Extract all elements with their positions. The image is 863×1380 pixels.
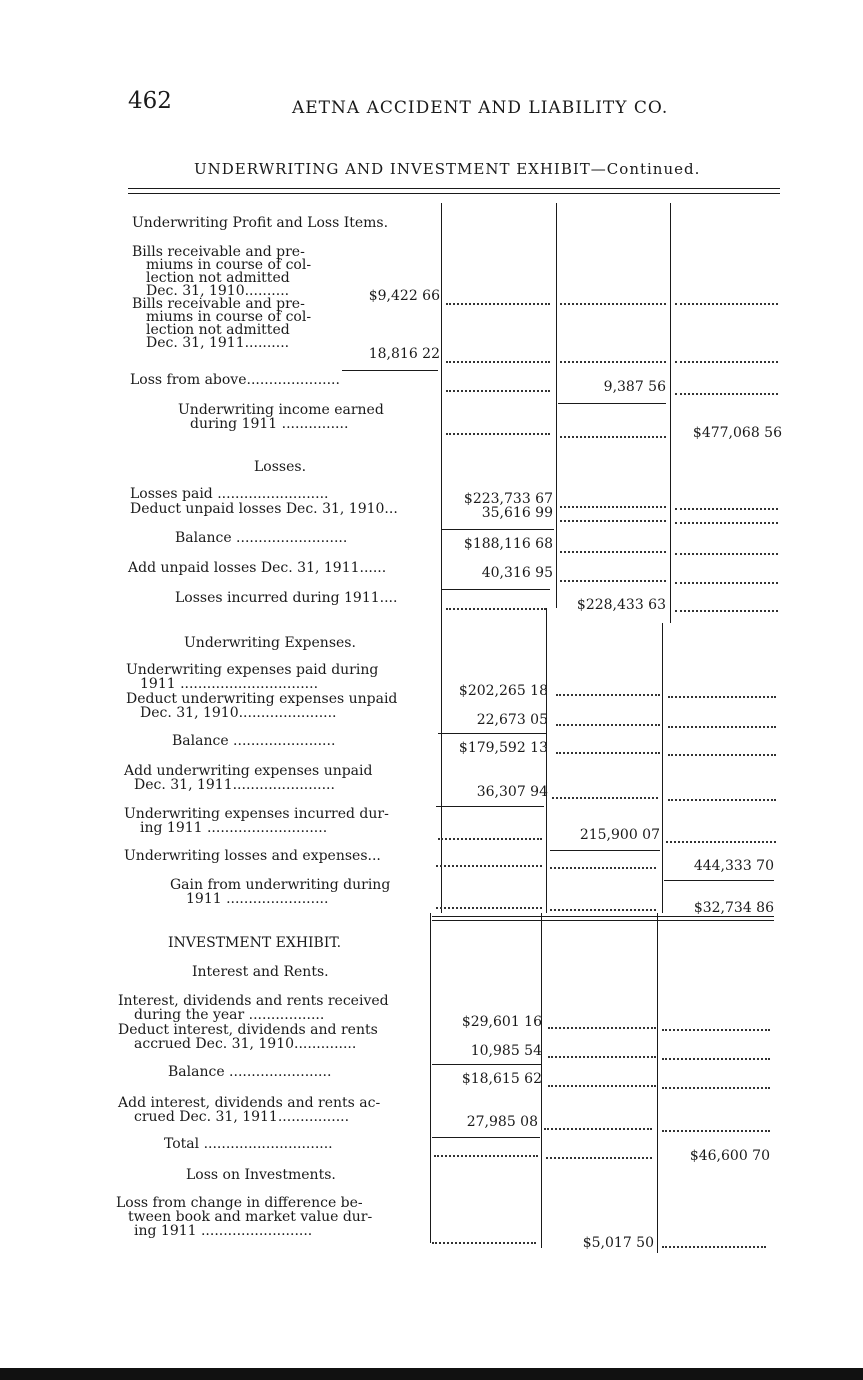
add-expenses-amount: 36,307 94 xyxy=(476,784,548,800)
loss-from-above-amount: 9,387 56 xyxy=(603,379,666,395)
losses-balance-label: Balance ......................... xyxy=(175,530,348,546)
top-double-rule-lower xyxy=(128,193,780,194)
expenses-incurred-amount: 215,900 07 xyxy=(579,827,660,843)
sum-rule xyxy=(550,850,660,851)
leader-dots xyxy=(675,361,778,363)
add-unpaid-losses-label: Add unpaid losses Dec. 31, 1911...... xyxy=(128,560,387,576)
bills-1910-line-4: Dec. 31, 1910.......... xyxy=(146,283,290,299)
leader-dots xyxy=(556,694,660,696)
leader-dots xyxy=(668,799,776,801)
underwriting-expenses-heading: Underwriting Expenses. xyxy=(184,635,356,651)
bills-1911-line-3: lection not admitted xyxy=(146,322,290,338)
leader-dots xyxy=(552,797,658,799)
interest-rents-heading: Interest and Rents. xyxy=(192,964,329,980)
leader-dots xyxy=(436,865,542,867)
interest-balance-label: Balance ....................... xyxy=(168,1064,332,1080)
leader-dots xyxy=(675,508,778,510)
deduct-interest-amount: 10,985 54 xyxy=(470,1043,542,1059)
bills-1910-line-2: miums in course of col- xyxy=(146,257,312,273)
scan-bottom-edge xyxy=(0,1368,863,1380)
leader-dots xyxy=(662,1087,770,1089)
sum-rule xyxy=(558,403,666,404)
bills-1911-line-2: miums in course of col- xyxy=(146,309,312,325)
losses-expenses-label: Underwriting losses and expenses... xyxy=(124,848,381,864)
loss-from-above-label: Loss from above..................... xyxy=(130,372,340,388)
gain-line-1: Gain from underwriting during xyxy=(170,877,391,893)
gain-amount: $32,734 86 xyxy=(693,900,774,916)
investment-exhibit-heading: INVESTMENT EXHIBIT. xyxy=(168,935,342,951)
income-earned-amount: $477,068 56 xyxy=(692,425,782,441)
loss-change-line-1: Loss from change in difference be- xyxy=(116,1195,363,1211)
add-expenses-line-2: Dec. 31, 1911....................... xyxy=(134,777,335,793)
loss-on-investments-heading: Loss on Investments. xyxy=(186,1167,336,1183)
losses-incurred-label: Losses incurred during 1911.... xyxy=(175,590,398,606)
loss-change-amount: $5,017 50 xyxy=(582,1235,654,1251)
loss-change-line-3: ing 1911 ......................... xyxy=(134,1223,313,1239)
leader-dots xyxy=(548,1085,656,1087)
deduct-expenses-line-1: Deduct underwriting expenses unpaid xyxy=(126,691,398,707)
leader-dots xyxy=(662,1058,770,1060)
column-rule-3-upper xyxy=(670,203,671,623)
leader-dots xyxy=(560,361,666,363)
leader-dots xyxy=(560,580,666,582)
page-number: 462 xyxy=(128,88,172,114)
losses-paid-label: Losses paid ......................... xyxy=(130,486,329,502)
sum-rule xyxy=(442,589,550,590)
company-header: AETNA ACCIDENT AND LIABILITY CO. xyxy=(292,98,669,118)
received-amount: $29,601 16 xyxy=(461,1014,542,1030)
losses-balance-amount: $188,116 68 xyxy=(463,536,553,552)
double-rule xyxy=(432,916,774,921)
leader-dots xyxy=(675,522,778,524)
leader-dots xyxy=(546,1157,652,1159)
add-interest-line-1: Add interest, dividends and rents ac- xyxy=(118,1095,381,1111)
top-double-rule-upper xyxy=(128,188,780,189)
leader-dots xyxy=(548,1027,656,1029)
deduct-interest-line-2: accrued Dec. 31, 1910.............. xyxy=(134,1036,357,1052)
expenses-balance-amount: $179,592 13 xyxy=(458,740,548,756)
losses-paid-amount: $223,733 67 xyxy=(463,491,553,507)
column-rule-3-lower xyxy=(657,913,658,1253)
losses-heading: Losses. xyxy=(254,459,307,475)
add-unpaid-losses-amount: 40,316 95 xyxy=(481,565,553,581)
column-rule-2-mid xyxy=(546,608,547,913)
column-rule-3-mid xyxy=(662,623,663,913)
interest-balance-amount: $18,615 62 xyxy=(461,1071,542,1087)
expenses-paid-line-2: 1911 ............................... xyxy=(140,676,319,692)
deduct-expenses-line-2: Dec. 31, 1910...................... xyxy=(140,705,337,721)
leader-dots xyxy=(446,361,550,363)
deduct-unpaid-losses-label: Deduct unpaid losses Dec. 31, 1910... xyxy=(130,501,398,517)
sum-rule xyxy=(664,880,774,881)
received-line-2: during the year ................. xyxy=(134,1007,325,1023)
sum-rule xyxy=(438,733,546,734)
leader-dots xyxy=(436,907,542,909)
bills-1910-line-1: Bills receivable and pre- xyxy=(132,244,305,260)
leader-dots xyxy=(666,841,776,843)
leader-dots xyxy=(662,1246,766,1248)
add-interest-line-2: crued Dec. 31, 1911................ xyxy=(134,1109,350,1125)
leader-dots xyxy=(668,696,776,698)
losses-incurred-amount: $228,433 63 xyxy=(576,597,666,613)
deduct-expenses-amount: 22,673 05 xyxy=(476,712,548,728)
leader-dots xyxy=(675,393,778,395)
income-earned-line-2: during 1911 ............... xyxy=(190,416,349,432)
leader-dots xyxy=(560,436,666,438)
leader-dots xyxy=(560,303,666,305)
leader-dots xyxy=(446,608,546,610)
expenses-incurred-line-1: Underwriting expenses incurred dur- xyxy=(124,806,389,822)
add-expenses-line-1: Add underwriting expenses unpaid xyxy=(124,763,373,779)
sum-rule xyxy=(342,370,438,371)
expenses-incurred-line-2: ing 1911 ........................... xyxy=(140,820,328,836)
leader-dots xyxy=(544,1128,652,1130)
column-rule-1-lower xyxy=(430,913,431,1243)
leader-dots xyxy=(560,506,666,508)
gain-line-2: 1911 ....................... xyxy=(186,891,329,907)
leader-dots xyxy=(434,1155,538,1157)
losses-expenses-amount: 444,333 70 xyxy=(693,858,774,874)
leader-dots xyxy=(550,867,656,869)
leader-dots xyxy=(548,1056,656,1058)
leader-dots xyxy=(556,724,660,726)
leader-dots xyxy=(556,752,660,754)
sum-rule xyxy=(432,1064,542,1065)
loss-change-line-2: tween book and market value dur- xyxy=(128,1209,373,1225)
sum-rule xyxy=(436,806,544,807)
deduct-unpaid-losses-amount: 35,616 99 xyxy=(481,505,553,521)
leader-dots xyxy=(668,726,776,728)
underwriting-profit-loss-heading: Underwriting Profit and Loss Items. xyxy=(132,215,389,231)
bills-1910-line-3: lection not admitted xyxy=(146,270,290,286)
bills-1911-amount: 18,816 22 xyxy=(368,346,440,362)
sum-rule xyxy=(442,529,554,530)
total-label: Total ............................. xyxy=(164,1136,333,1152)
column-rule-2-upper xyxy=(556,203,557,608)
bills-1910-amount: $9,422 66 xyxy=(368,288,440,304)
income-earned-line-1: Underwriting income earned xyxy=(178,402,384,418)
deduct-interest-line-1: Deduct interest, dividends and rents xyxy=(118,1022,378,1038)
leader-dots xyxy=(446,303,550,305)
leader-dots xyxy=(550,909,656,911)
leader-dots xyxy=(668,754,776,756)
leader-dots xyxy=(560,551,666,553)
expenses-paid-amount: $202,265 18 xyxy=(458,683,548,699)
bills-1911-line-4: Dec. 31, 1911.......... xyxy=(146,335,290,351)
leader-dots xyxy=(675,610,778,612)
leader-dots xyxy=(675,303,778,305)
total-amount: $46,600 70 xyxy=(689,1148,770,1164)
leader-dots xyxy=(675,582,778,584)
expenses-balance-label: Balance ....................... xyxy=(172,733,336,749)
received-line-1: Interest, dividends and rents received xyxy=(118,993,389,1009)
leader-dots xyxy=(432,1242,536,1244)
leader-dots xyxy=(438,838,542,840)
leader-dots xyxy=(446,433,550,435)
add-interest-amount: 27,985 08 xyxy=(466,1114,538,1130)
leader-dots xyxy=(446,390,550,392)
leader-dots xyxy=(662,1130,770,1132)
sum-rule xyxy=(432,1137,540,1138)
expenses-paid-line-1: Underwriting expenses paid during xyxy=(126,662,379,678)
exhibit-title: UNDERWRITING AND INVESTMENT EXHIBIT—Continued. xyxy=(194,160,701,178)
leader-dots xyxy=(662,1029,770,1031)
leader-dots xyxy=(560,520,666,522)
leader-dots xyxy=(675,553,778,555)
bills-1911-line-1: Bills receivable and pre- xyxy=(132,296,305,312)
